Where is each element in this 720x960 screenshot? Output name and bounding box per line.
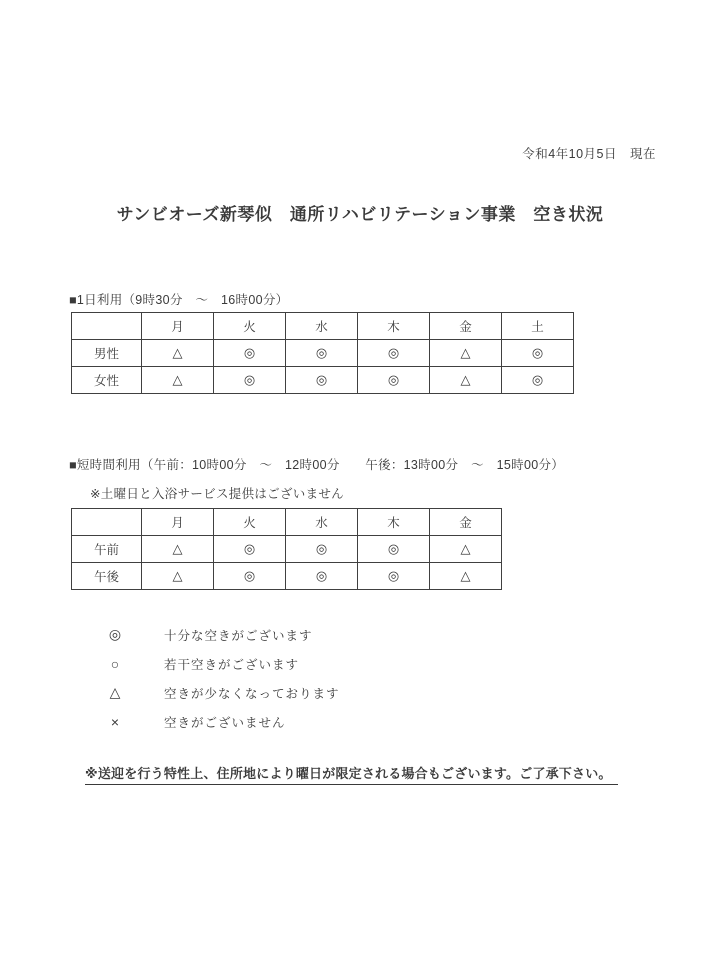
legend-label: 空きが少なくなっております (164, 686, 340, 701)
column-header-day: 火 (214, 509, 286, 536)
availability-cell: △ (430, 563, 502, 590)
column-header-day: 土 (502, 313, 574, 340)
row-label: 女性 (72, 367, 142, 394)
legend-label: 空きがございません (164, 715, 286, 730)
saturday-bath-note: ※土曜日と入浴サービス提供はございません (90, 487, 344, 501)
availability-cell: ◎ (358, 536, 430, 563)
short-time-availability-table (71, 508, 502, 590)
availability-cell: ◎ (358, 367, 430, 394)
as-of-date: 令和4年10月5日 現在 (522, 147, 656, 161)
page-title: サンビオーズ新琴似 通所リハビリテーション事業 空き状況 (116, 205, 604, 224)
table-row (72, 536, 502, 563)
availability-cell: △ (142, 340, 214, 367)
availability-cell: ◎ (502, 367, 574, 394)
transport-disclaimer-note: ※送迎を行う特性上、住所地により曜日が限定される場合もございます。ご了承下さい。 (85, 763, 618, 785)
legend-symbol-icon: × (110, 713, 120, 730)
table-header-row (72, 313, 574, 340)
legend-label: 若干空きがございます (164, 657, 300, 672)
availability-cell: ◎ (214, 367, 286, 394)
availability-cell: ◎ (214, 563, 286, 590)
availability-cell: △ (142, 563, 214, 590)
legend-label: 十分な空きがございます (164, 628, 313, 643)
section-heading-short-time: ■短時間利用（午前：10時00分 ～ 12時00分 午後：13時00分 ～ 15時00分） (69, 458, 565, 472)
legend-item (104, 649, 340, 678)
availability-cell: ◎ (358, 563, 430, 590)
availability-cell: ◎ (286, 536, 358, 563)
column-header-day: 月 (142, 509, 214, 536)
row-label: 午後 (72, 563, 142, 590)
column-header-day: 木 (358, 509, 430, 536)
availability-cell: ◎ (286, 340, 358, 367)
legend-item (104, 678, 340, 707)
availability-cell: ◎ (358, 340, 430, 367)
table-header-row (72, 509, 502, 536)
full-day-availability-table (71, 312, 574, 394)
column-header-day: 金 (430, 313, 502, 340)
availability-cell: △ (142, 536, 214, 563)
availability-cell: △ (430, 367, 502, 394)
column-header-day: 水 (286, 509, 358, 536)
availability-cell: ◎ (214, 536, 286, 563)
availability-cell: ◎ (286, 563, 358, 590)
legend-symbol-icon: △ (109, 684, 121, 700)
availability-cell: ◎ (214, 340, 286, 367)
table-row (72, 563, 502, 590)
legend-item (104, 620, 340, 649)
availability-cell: △ (430, 536, 502, 563)
table-row (72, 367, 574, 394)
section-heading-full-day: ■1日利用（9時30分 ～ 16時00分） (69, 293, 289, 307)
legend-item (104, 707, 340, 736)
column-header-day: 月 (142, 313, 214, 340)
column-header-empty (72, 509, 142, 536)
column-header-day: 金 (430, 509, 502, 536)
availability-cell: △ (142, 367, 214, 394)
legend-symbol-icon: ○ (110, 655, 120, 672)
availability-cell: ◎ (502, 340, 574, 367)
availability-legend (104, 620, 340, 736)
row-label: 男性 (72, 340, 142, 367)
availability-cell: ◎ (286, 367, 358, 394)
column-header-day: 火 (214, 313, 286, 340)
table-row (72, 340, 574, 367)
availability-cell: △ (430, 340, 502, 367)
row-label: 午前 (72, 536, 142, 563)
column-header-day: 水 (286, 313, 358, 340)
legend-symbol-icon: ◎ (108, 626, 122, 642)
column-header-day: 木 (358, 313, 430, 340)
column-header-empty (72, 313, 142, 340)
